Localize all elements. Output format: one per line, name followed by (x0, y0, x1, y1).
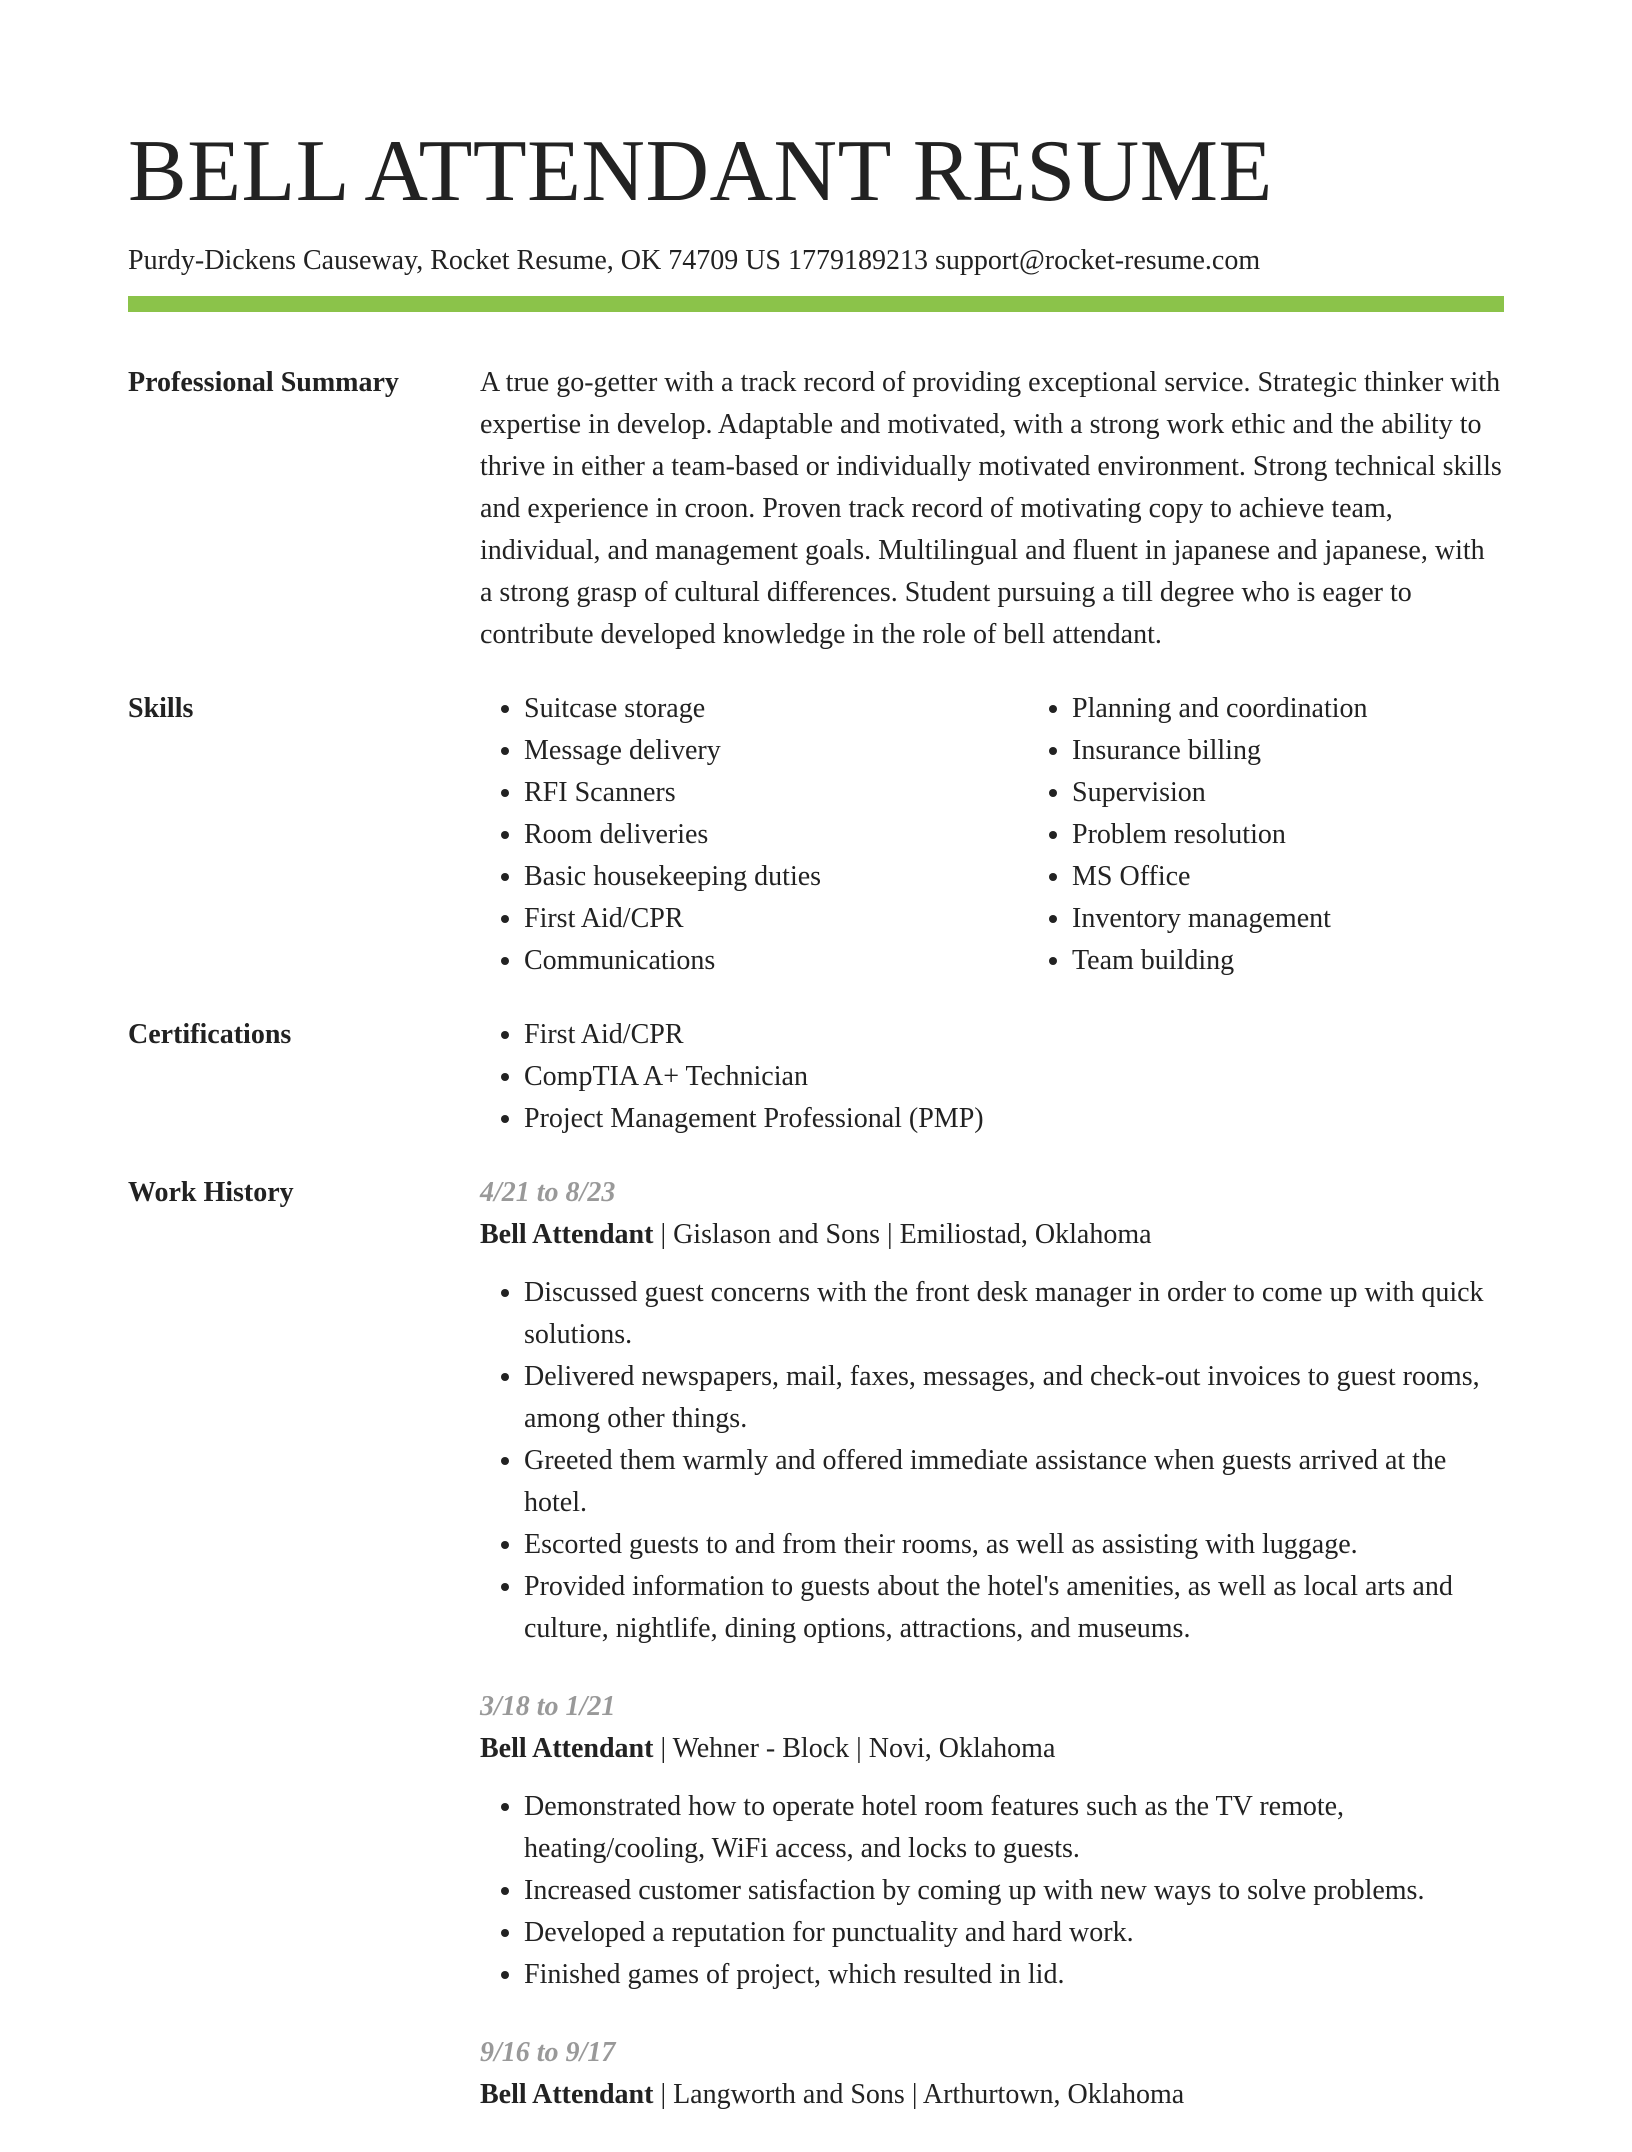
job-title: Bell Attendant (480, 2079, 654, 2110)
skills-heading: Skills (128, 693, 194, 724)
job-dates: 4/21 to 8/23 (480, 1177, 616, 1208)
job-duty-item: • Delivered newspapers, mail, faxes, messages, and check-out invoices to guest rooms, among other things. (524, 1356, 1504, 1440)
job-duties-list (480, 1786, 1504, 1996)
job-heading (480, 1728, 1504, 1770)
job-heading (480, 2074, 1504, 2116)
address: Purdy-Dickens Causeway, Rocket Resume, OK 74709 US (128, 245, 781, 276)
job-entry (480, 1686, 1504, 1996)
job-duty-item: • Developed a reputation for punctuality and hard work. (524, 1912, 1504, 1954)
job-entry (480, 2032, 1504, 2116)
job-duty-item: • Escorted guests to and from their rooms, as well as assisting with luggage. (524, 1524, 1504, 1566)
job-title: Bell Attendant (480, 1219, 654, 1250)
skill-item: • Communications (524, 940, 1028, 982)
job-dates: 3/18 to 1/21 (480, 1691, 616, 1722)
job-employer-location: | Wehner - Block | Novi, Oklahoma (653, 1733, 1056, 1764)
skill-item: • Supervision (1072, 772, 1576, 814)
job-employer-location: | Gislason and Sons | Emiliostad, Oklahoma (653, 1219, 1152, 1250)
skill-item: • RFI Scanners (524, 772, 1028, 814)
certifications-section (128, 1014, 1504, 1140)
skills-list-right (1028, 688, 1576, 982)
job-duty-item: • Demonstrated how to operate hotel room features such as the TV remote, heating/cooling, WiFi access, and locks to guests. (524, 1786, 1504, 1870)
resume-page (128, 0, 1504, 2152)
skills-columns (480, 688, 1576, 982)
phone: 1779189213 (787, 245, 928, 276)
job-entry (480, 1172, 1504, 1650)
skill-item: • Message delivery (524, 730, 1028, 772)
skill-item: • Insurance billing (1072, 730, 1576, 772)
summary-section (128, 362, 1504, 656)
email: support@rocket-resume.com (934, 245, 1261, 276)
job-employer-location: | Langworth and Sons | Arthurtown, Oklahoma (653, 2079, 1185, 2110)
skill-item: • Basic housekeeping duties (524, 856, 1028, 898)
job-duty-item: • Provided information to guests about the hotel's amenities, as well as local arts and culture, nightlife, dining options, attractions, and museums. (524, 1566, 1504, 1650)
skill-item: • Suitcase storage (524, 688, 1028, 730)
accent-divider (128, 296, 1504, 312)
job-duty-item: • Discussed guest concerns with the front desk manager in order to come up with quick solutions. (524, 1272, 1504, 1356)
page-title: BELL ATTENDANT RESUME (128, 123, 1273, 220)
job-heading (480, 1214, 1504, 1256)
skill-item: • Problem resolution (1072, 814, 1576, 856)
job-duties-list (480, 1272, 1504, 1650)
work-history-heading: Work History (128, 1177, 294, 1208)
job-title: Bell Attendant (480, 1733, 654, 1764)
job-dates: 9/16 to 9/17 (480, 2037, 616, 2068)
work-history-section (128, 1172, 1504, 2152)
summary-text: A true go-getter with a track record of providing exceptional service. Strategic thinker with expertise in develop. Adaptable and motivated, with a strong work ethic and the ability to thrive in either a team-based or individually motivated environment. Strong technical skills and experience in croon. Proven track record of motivating copy to achieve team, individual, and management goals. Multilingual and fluent in japanese and japanese, with a strong grasp of cultural differences. Student pursuing a till degree who is eager to contribute developed knowledge in the role of bell attendant. (480, 367, 1502, 650)
skills-list-left (480, 688, 1028, 982)
skill-item: • Room deliveries (524, 814, 1028, 856)
certification-item: • CompTIA A+ Technician (524, 1056, 1504, 1098)
contact-line (128, 244, 1504, 278)
skill-item: • Team building (1072, 940, 1576, 982)
skill-item: • Inventory management (1072, 898, 1576, 940)
skill-item: • MS Office (1072, 856, 1576, 898)
certifications-list (480, 1014, 1504, 1140)
skill-item: • First Aid/CPR (524, 898, 1028, 940)
job-duty-item: • Greeted them warmly and offered immediate assistance when guests arrived at the hotel. (524, 1440, 1504, 1524)
skills-section (128, 688, 1504, 982)
skill-item: • Planning and coordination (1072, 688, 1576, 730)
certification-item: • Project Management Professional (PMP) (524, 1098, 1504, 1140)
certification-item: • First Aid/CPR (524, 1014, 1504, 1056)
job-duty-item: • Finished games of project, which resulted in lid. (524, 1954, 1504, 1996)
certifications-heading: Certifications (128, 1019, 292, 1050)
work-history-list (480, 1172, 1504, 2152)
summary-heading: Professional Summary (128, 367, 399, 398)
job-duty-item: • Increased customer satisfaction by coming up with new ways to solve problems. (524, 1870, 1504, 1912)
